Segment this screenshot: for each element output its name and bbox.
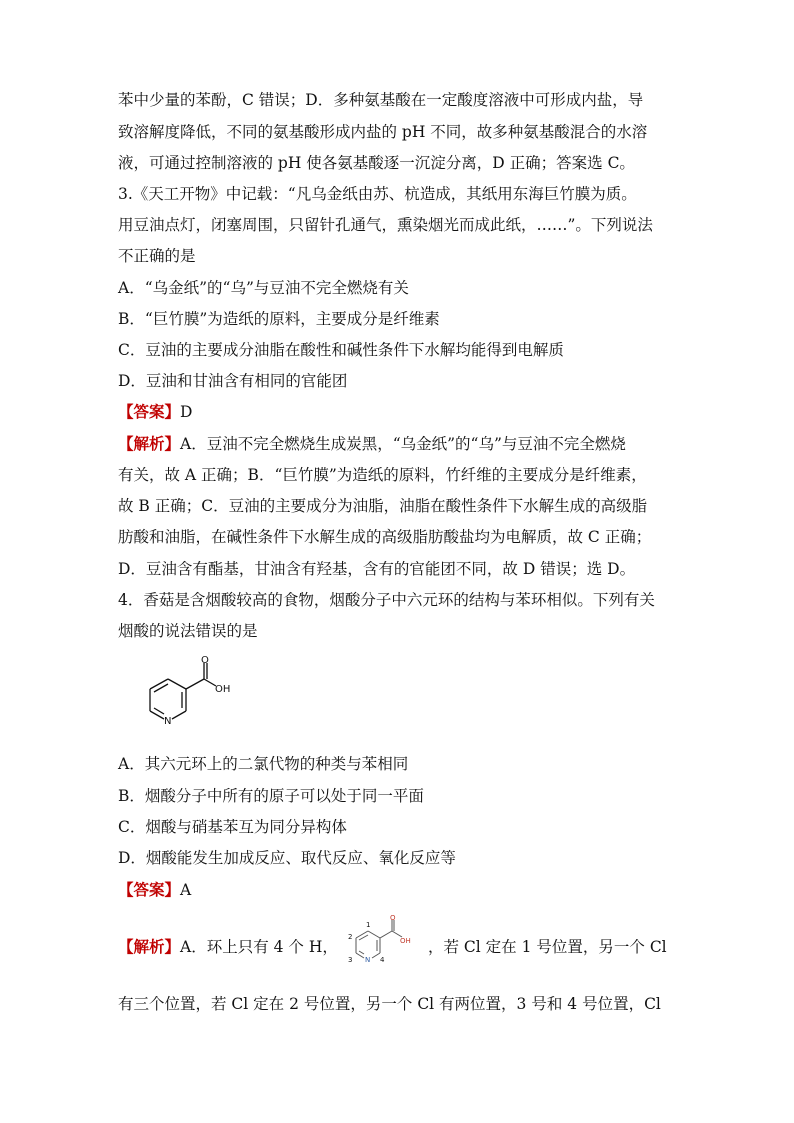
explanation-text: A．环上只有 4 个 H， (180, 938, 338, 956)
question-4-stem: 烟酸的说法错误的是 (118, 622, 258, 640)
explanation-line: 有三个位置，若 Cl 定在 2 号位置，另一个 Cl 有两位置，3 号和 4 号位置，Cl (118, 995, 661, 1013)
text-line: 致溶解度降低，不同的氨基酸形成内盐的 pH 不同，故多种氨基酸混合的水溶 (118, 123, 648, 141)
answer-value: A (180, 881, 192, 899)
question-3-stem: 3.《天工开物》中记载：“凡乌金纸由苏、杭造成，其纸用东海巨竹膜为质。 (118, 185, 637, 203)
niacin-structure-diagram (120, 655, 230, 740)
hydroxyl-label: OH (215, 684, 230, 695)
option-b: B．烟酸分子中所有的原子可以处于同一平面 (118, 787, 424, 805)
position-label: 3 (348, 956, 353, 964)
text-line: 苯中少量的苯酚，C 错误；D．多种氨基酸在一定酸度溶液中可形成内盐，导 (118, 91, 644, 109)
option-a: A．“乌金纸”的“乌”与豆油不完全燃烧有关 (118, 279, 409, 297)
numbered-niacin-structure-diagram (334, 912, 430, 978)
explanation-line: 故 B 正确；C．豆油的主要成分为油脂，油脂在酸性条件下水解生成的高级脂 (118, 497, 648, 515)
option-d: D．烟酸能发生加成反应、取代反应、氧化反应等 (118, 849, 456, 867)
option-c: C．烟酸与硝基苯互为同分异构体 (118, 818, 347, 836)
question-4-stem: 4．香菇是含烟酸较高的食物，烟酸分子中六元环的结构与苯环相似。下列有关 (118, 591, 655, 609)
hydroxyl-label: OH (400, 937, 411, 945)
answer-value: D (180, 403, 193, 421)
question-3-stem: 不正确的是 (118, 247, 196, 265)
answer-line (118, 880, 191, 900)
explanation-line (118, 434, 626, 454)
explanation-line: 有关，故 A 正确；B．“巨竹膜”为造纸的原料，竹纤维的主要成分是纤维素， (118, 466, 647, 484)
explanation-tag: 【解析】 (118, 937, 181, 956)
question-3-stem: 用豆油点灯，闭塞周围，只留针孔通气，熏染烟光而成此纸，……”。下列说法 (118, 216, 653, 234)
position-label: 1 (366, 921, 371, 929)
position-label: 4 (380, 956, 385, 964)
nitrogen-label: N (365, 956, 371, 964)
option-a: A．其六元环上的二氯代物的种类与苯相同 (118, 755, 409, 773)
answer-tag: 【答案】 (118, 880, 181, 899)
explanation-tag: 【解析】 (118, 434, 181, 453)
nitrogen-label: N (164, 716, 172, 727)
option-d: D．豆油和甘油含有相同的官能团 (118, 372, 348, 390)
oxygen-label: O (201, 655, 209, 666)
text-line: 液，可通过控制溶液的 pH 使各氨基酸逐一沉淀分离，D 正确；答案选 C。 (118, 154, 635, 172)
option-c: C．豆油的主要成分油脂在酸性和碱性条件下水解均能得到电解质 (118, 341, 564, 359)
answer-tag: 【答案】 (118, 402, 181, 421)
position-label: 2 (348, 933, 353, 941)
explanation-line: D．豆油含有酯基，甘油含有羟基，含有的官能团不同，故 D 错误；选 D。 (118, 560, 636, 578)
option-b: B．“巨竹膜”为造纸的原料，主要成分是纤维素 (118, 310, 440, 328)
answer-line (118, 402, 192, 422)
explanation-line (118, 937, 338, 957)
explanation-line: 肪酸和油脂，在碱性条件下水解生成的高级脂肪酸盐均为电解质，故 C 正确； (118, 528, 652, 546)
explanation-text: A．豆油不完全燃烧生成炭黑，“乌金纸”的“乌”与豆油不完全燃烧 (180, 435, 626, 453)
explanation-text: ，若 Cl 定在 1 号位置，另一个 Cl (428, 938, 667, 956)
oxygen-label: O (390, 914, 396, 922)
